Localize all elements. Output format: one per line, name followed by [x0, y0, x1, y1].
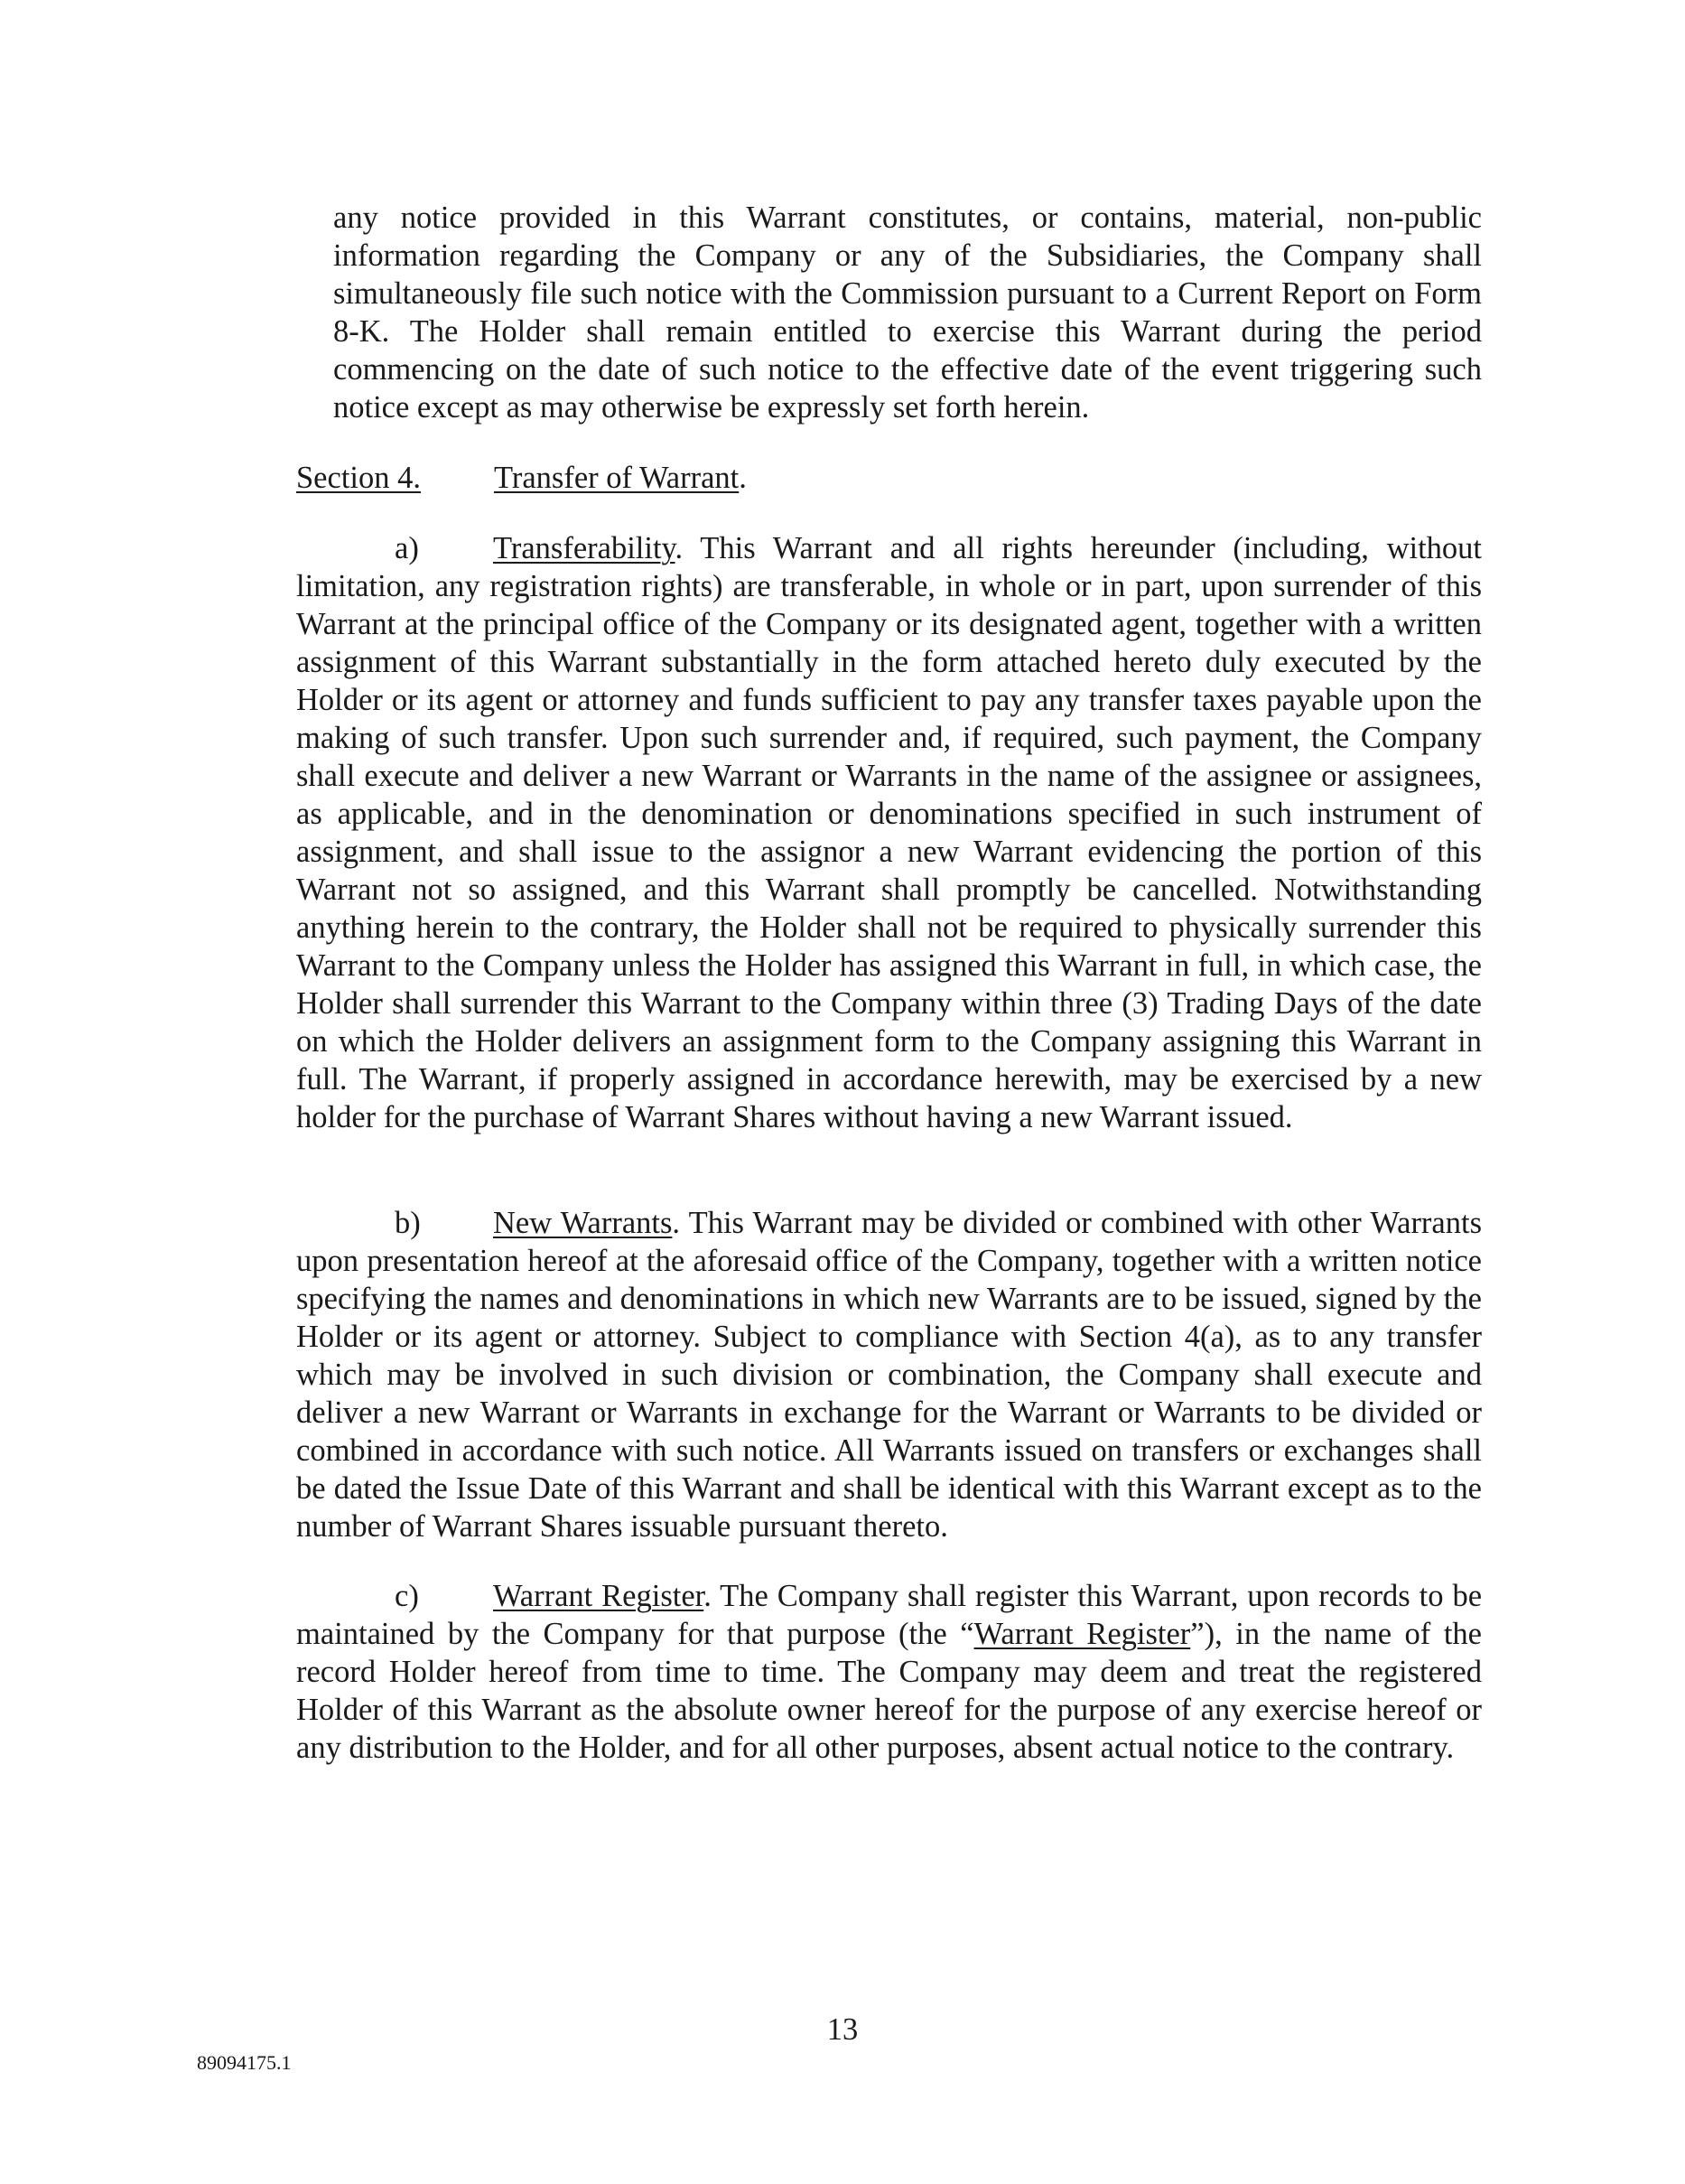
subsection-c-heading: Warrant Register [493, 1579, 704, 1613]
section-title: Transfer of Warrant [494, 461, 740, 495]
subsection-b-label: b) [395, 1206, 421, 1240]
subsection-a-text: . This Warrant and all rights hereunder (including, without limitation, any registration rights) are transferable, in whole or in part, upon surrender of this Warrant at the principal office of the Company or its designated agent, together with a written assignment of this Warrant substantially in the form attached hereto duly executed by the Holder or its agent or attorney and funds sufficient to pay any transfer taxes payable upon the making of such transfer. Upon such surrender and, if required, such payment, the Company shall execute and deliver a new Warrant or Warrants in the name of the assignee or assignees, as applicable, and in the denomination or denominations specified in such instrument of assignment, and shall issue to the assignor a new Warrant evidencing the portion of this Warrant not so assigned, and this Warrant shall promptly be cancelled. Notwithstanding anything herein to the contrary, the Holder shall not be required to physically surrender this Warrant to the Company unless the Holder has assigned this Warrant in full, in which case, the Holder shall surrender this Warrant to the Company within three (3) Trading Days of the date on which the Holder delivers an assignment form to the Company assigning this Warrant in full. The Warrant, if properly assigned in accordance herewith, may be exercised by a new holder for the purchase of Warrant Shares without having a new Warrant issued. [296, 531, 1482, 1134]
subsection-c-text-after: ”), in the name of the record Holder hereof from time to time. The Company may deem and treat the registered Holder of this Warrant as the absolute owner hereof for the purpose of any exercise hereof or any distribution to the Holder, and for all other purposes, absent actual notice to the contrary. [296, 1617, 1482, 1765]
page-number: 13 [826, 2012, 859, 2047]
section-title-suffix: . [739, 461, 747, 495]
document-id: 89094175.1 [197, 2051, 292, 2074]
subsection-c-text-before: . The Company shall register this Warrant, upon records to be maintained by the Company for that purpose (the “ [296, 1579, 1483, 1651]
subsection-a-label: a) [395, 531, 419, 565]
subsection-a-heading: Transferability [493, 531, 675, 565]
continuation-paragraph: any notice provided in this Warrant constitutes, or contains, material, non-public information regarding the Company or any of the Subsidiaries, the Company shall simultaneously file such notice with the Commission pursuant to a Current Report on Form 8-K. The Holder shall remain entitled to exercise this Warrant during the period commencing on the date of such notice to the effective date of the event triggering such notice except as may otherwise be expressly set forth herein. [333, 201, 1482, 425]
subsection-b-text: . This Warrant may be divided or combined with other Warrants upon presentation hereof at the aforesaid office of the Company, together with a written notice specifying the names and denominations in which new Warrants are to be issued, signed by the Holder or its agent or attorney. Subject to compliance with Section 4(a), as to any transfer which may be involved in such division or combination, the Company shall execute and deliver a new Warrant or Warrants in exchange for the Warrant or Warrants to be divided or combined in accordance with such notice. All Warrants issued on transfers or exchanges shall be dated the Issue Date of this Warrant and shall be identical with this Warrant except as to the number of Warrant Shares issuable pursuant thereto. [296, 1206, 1482, 1544]
subsection-a [296, 529, 1482, 1136]
defined-term-warrant-register: Warrant Register [973, 1617, 1191, 1651]
subsection-b [296, 1204, 1482, 1545]
section-number: Section 4. [296, 461, 421, 495]
section-heading [296, 459, 747, 497]
subsection-b-heading: New Warrants [493, 1206, 673, 1240]
subsection-c-label: c) [395, 1579, 419, 1613]
subsection-c [296, 1577, 1482, 1767]
